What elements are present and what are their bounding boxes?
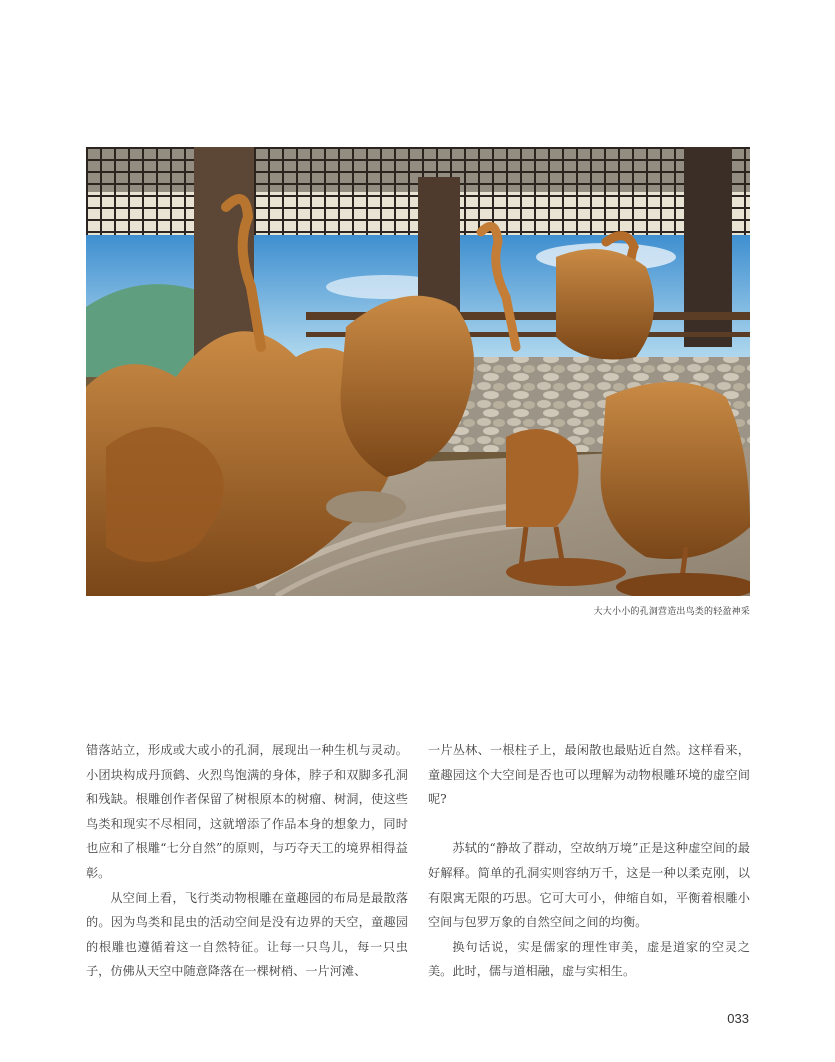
article-column-right [428,738,750,984]
paragraph: 换句话说，实是儒家的理性审美，虚是道家的空灵之美。此时，儒与道相融，虚与实相生。 [428,939,750,979]
paragraph: 一片丛林、一根柱子上，最闲散也最贴近自然。这样看来，童趣园这个大空间是否也可以理解为动物根雕环境的虚空间呢? [428,743,750,807]
root-carving-photo [86,147,750,596]
root-carving-illustration [86,147,750,596]
article-column-left [86,738,408,984]
photo-caption: 大大小小的孔洞营造出鸟类的轻盈神采 [593,607,750,617]
paragraph: 从空间上看，飞行类动物根雕在童趣园的布局是最散落的。因为鸟类和昆虫的活动空间是没有边界的天空，童趣园的根雕也遵循着这一自然特征。让每一只鸟儿，每一只虫子，仿佛从天空中随意降落在一棵树梢、一片河滩、 [86,890,408,979]
paragraph: 苏轼的“静故了群动，空故纳万境”正是这种虚空间的最好解释。简单的孔洞实则容纳万千，这是一种以柔克刚，以有限寓无限的巧思。它可大可小，伸缩自如，平衡着根雕小空间与包罗万象的自然空间之间的均衡。 [428,841,750,930]
page-number: 033 [727,1011,749,1026]
paragraph: 错落站立，形成或大或小的孔洞，展现出一种生机与灵动。小团块构成丹顶鹤、火烈鸟饱满的身体，脖子和双脚多孔洞和残缺。根雕创作者保留了树根原本的树瘤、树洞，使这些鸟类和现实不尽相同，这就增添了作品本身的想象力，同时也应和了根雕“七分自然”的原则，与巧夺天工的境界相得益彰。 [86,743,408,880]
